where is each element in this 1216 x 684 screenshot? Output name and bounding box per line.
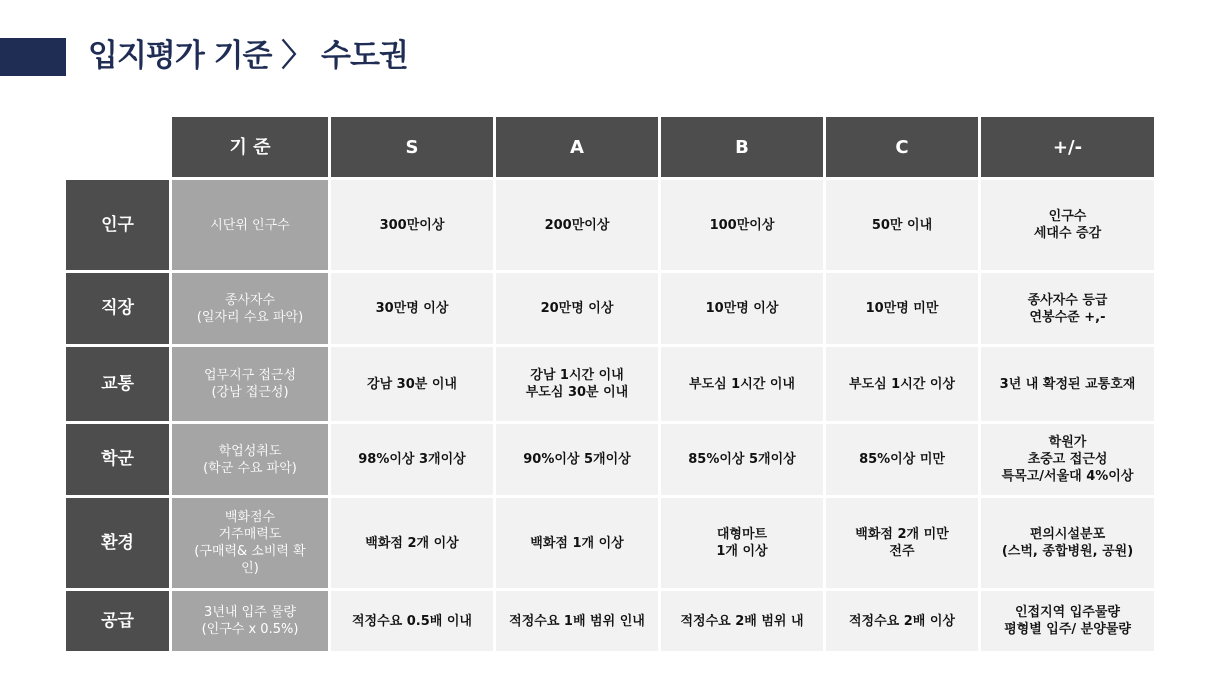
header-grade-s: S (331, 117, 493, 177)
cell-grade-a: 강남 1시간 이내 부도심 30분 이내 (496, 347, 658, 421)
cell-adjust: 학원가 초중고 접근성 특목고/서울대 4%이상 (981, 424, 1154, 495)
cell-grade-b: 85%이상 5개이상 (661, 424, 823, 495)
cell-adjust: 종사자수 등급 연봉수준 +,- (981, 273, 1154, 344)
cell-grade-b: 10만명 이상 (661, 273, 823, 344)
cell-grade-a: 적정수요 1배 범위 인내 (496, 591, 658, 651)
row-criterion: 업무지구 접근성 (강남 접근성) (172, 347, 328, 421)
cell-adjust: 인접지역 입주물량 평형별 입주/ 분양물량 (981, 591, 1154, 651)
cell-grade-c: 백화점 2개 미만 전주 (826, 498, 978, 588)
header-grade-c: C (826, 117, 978, 177)
criteria-table (66, 117, 1154, 651)
cell-grade-c: 85%이상 미만 (826, 424, 978, 495)
cell-grade-a: 200만이상 (496, 180, 658, 270)
cell-grade-b: 대형마트 1개 이상 (661, 498, 823, 588)
header-criterion: 기 준 (172, 117, 328, 177)
cell-grade-s: 강남 30분 이내 (331, 347, 493, 421)
header-grade-b: B (661, 117, 823, 177)
row-category: 인구 (66, 180, 169, 270)
cell-grade-s: 98%이상 3개이상 (331, 424, 493, 495)
row-category: 직장 (66, 273, 169, 344)
row-category: 환경 (66, 498, 169, 588)
cell-adjust: 3년 내 확정된 교통호재 (981, 347, 1154, 421)
header-adjust: +/- (981, 117, 1154, 177)
row-criterion: 3년내 입주 물량 (인구수 x 0.5%) (172, 591, 328, 651)
cell-grade-b: 부도심 1시간 이내 (661, 347, 823, 421)
row-criterion: 시단위 인구수 (172, 180, 328, 270)
header-grade-a: A (496, 117, 658, 177)
cell-adjust: 인구수 세대수 증감 (981, 180, 1154, 270)
cell-grade-c: 10만명 미만 (826, 273, 978, 344)
cell-grade-s: 백화점 2개 이상 (331, 498, 493, 588)
table-corner (66, 117, 169, 177)
title-accent-bar (0, 38, 66, 76)
cell-adjust: 편의시설분포 (스벅, 종합병원, 공원) (981, 498, 1154, 588)
row-criterion: 종사자수 (일자리 수요 파악) (172, 273, 328, 344)
cell-grade-s: 적정수요 0.5배 이내 (331, 591, 493, 651)
cell-grade-c: 50만 이내 (826, 180, 978, 270)
cell-grade-s: 30만명 이상 (331, 273, 493, 344)
row-category: 교통 (66, 347, 169, 421)
cell-grade-s: 300만이상 (331, 180, 493, 270)
cell-grade-c: 부도심 1시간 이상 (826, 347, 978, 421)
row-criterion: 학업성취도 (학군 수요 파악) (172, 424, 328, 495)
cell-grade-a: 90%이상 5개이상 (496, 424, 658, 495)
row-criterion: 백화점수 거주매력도 (구매력& 소비력 확 인) (172, 498, 328, 588)
cell-grade-a: 백화점 1개 이상 (496, 498, 658, 588)
page-title: 입지평가 기준 〉 수도권 (88, 38, 408, 74)
cell-grade-b: 100만이상 (661, 180, 823, 270)
cell-grade-b: 적정수요 2배 범위 내 (661, 591, 823, 651)
cell-grade-c: 적정수요 2배 이상 (826, 591, 978, 651)
row-category: 학군 (66, 424, 169, 495)
cell-grade-a: 20만명 이상 (496, 273, 658, 344)
row-category: 공급 (66, 591, 169, 651)
